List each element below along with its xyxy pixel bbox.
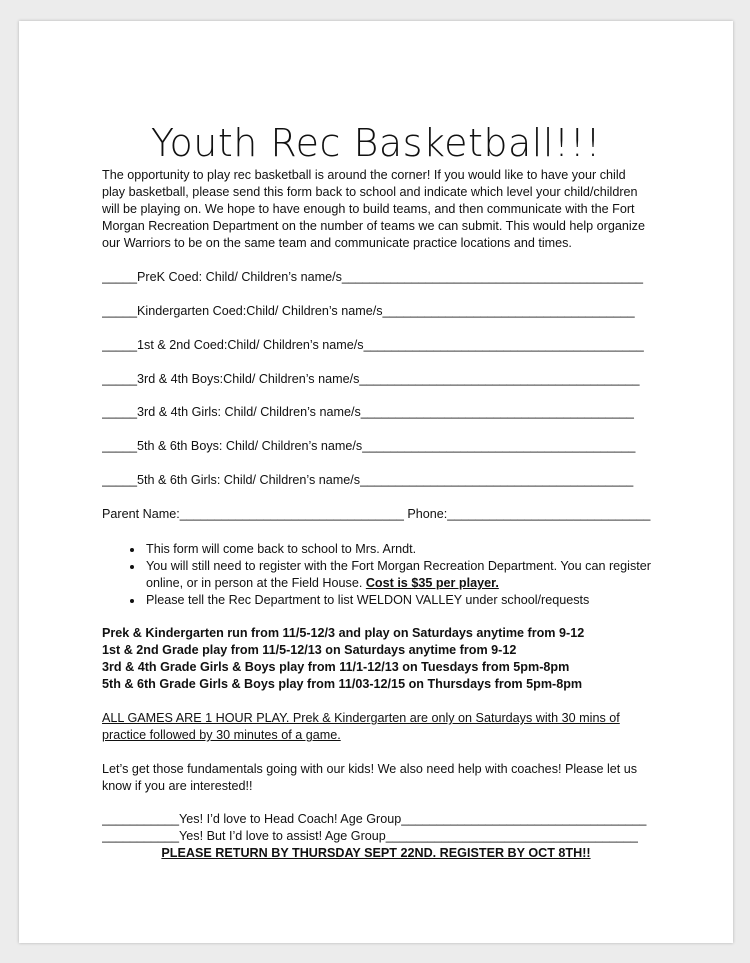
coaches-note: Let’s get those fundamentals going with our kids! We also need help with coaches! Please let us know if you are interested!! — [102, 762, 638, 793]
bullet-text: You will still need to register with the Fort Morgan Recreation Department. You can register online, or in person at the Field House. — [146, 559, 651, 590]
page-title: Youth Rec Basketball!!! — [150, 121, 602, 165]
level-line-5th-6th-girls: _____5th & 6th Girls: Child/ Children’s name/s_______________________________________ — [102, 473, 634, 487]
assist-coach-line: ___________Yes! But I’d love to assist! Age Group____________________________________ — [102, 829, 638, 843]
bullet-return-to-school — [144, 541, 664, 558]
level-line-5th-6th-boys: _____5th & 6th Boys: Child/ Children’s name/s_______________________________________ — [102, 439, 636, 453]
schedule-line: 1st & 2nd Grade play from 11/5-12/13 on Saturdays anytime from 9-12 — [102, 643, 517, 657]
bullet-text: This form will come back to school to Mrs. Arndt. — [146, 542, 417, 556]
bullet-text: Please tell the Rec Department to list WELDON VALLEY under school/requests — [146, 593, 590, 607]
intro-paragraph: The opportunity to play rec basketball is around the corner! If you would like to have your child play basketball, please send this form back to school and indicate which level your child/children will be playing on. We hope to have enough to build teams, and then communicate with the Fort Morgan Recreation Department on the number of teams we can submit. This would help organize our Warriors to be on the same team and communicate practice locations and times. — [102, 168, 645, 250]
head-coach-line: ___________Yes! I’d love to Head Coach! Age Group___________________________________ — [102, 812, 647, 826]
level-line-1st-2nd: _____1st & 2nd Coed:Child/ Children’s name/s________________________________________ — [102, 338, 644, 352]
schedule-line: 5th & 6th Grade Girls & Boys play from 11/03-12/15 on Thursdays from 5pm-8pm — [102, 677, 583, 691]
bullet-register — [144, 558, 664, 592]
cost-note: Cost is $35 per player. — [365, 576, 499, 590]
info-bullet-list — [122, 541, 664, 609]
level-line-3rd-4th-boys: _____3rd & 4th Boys:Child/ Children’s name/s________________________________________ — [102, 372, 640, 386]
document-page — [19, 21, 733, 943]
bullet-school-request — [144, 592, 664, 609]
return-deadline-note: PLEASE RETURN BY THURSDAY SEPT 22ND. REGISTER BY OCT 8TH!! — [161, 846, 591, 860]
schedule-line: 3rd & 4th Grade Girls & Boys play from 11/1-12/13 on Tuesdays from 5pm-8pm — [102, 660, 570, 674]
level-line-3rd-4th-girls: _____3rd & 4th Girls: Child/ Children’s name/s_______________________________________ — [102, 405, 634, 419]
parent-name-phone-line: Parent Name:________________________________ Phone:_____________________________ — [102, 507, 651, 521]
level-line-kindergarten: _____Kindergarten Coed:Child/ Children’s name/s____________________________________ — [102, 304, 635, 318]
schedule-line: Prek & Kindergarten run from 11/5-12/3 and play on Saturdays anytime from 9-12 — [102, 626, 585, 640]
schedule-block — [102, 625, 662, 693]
games-note: ALL GAMES ARE 1 HOUR PLAY. Prek & Kindergarten are only on Saturdays with 30 mins of practice followed by 30 minutes of a game. — [102, 711, 620, 742]
level-line-prek: _____PreK Coed: Child/ Children’s name/s___________________________________________ — [102, 270, 644, 284]
